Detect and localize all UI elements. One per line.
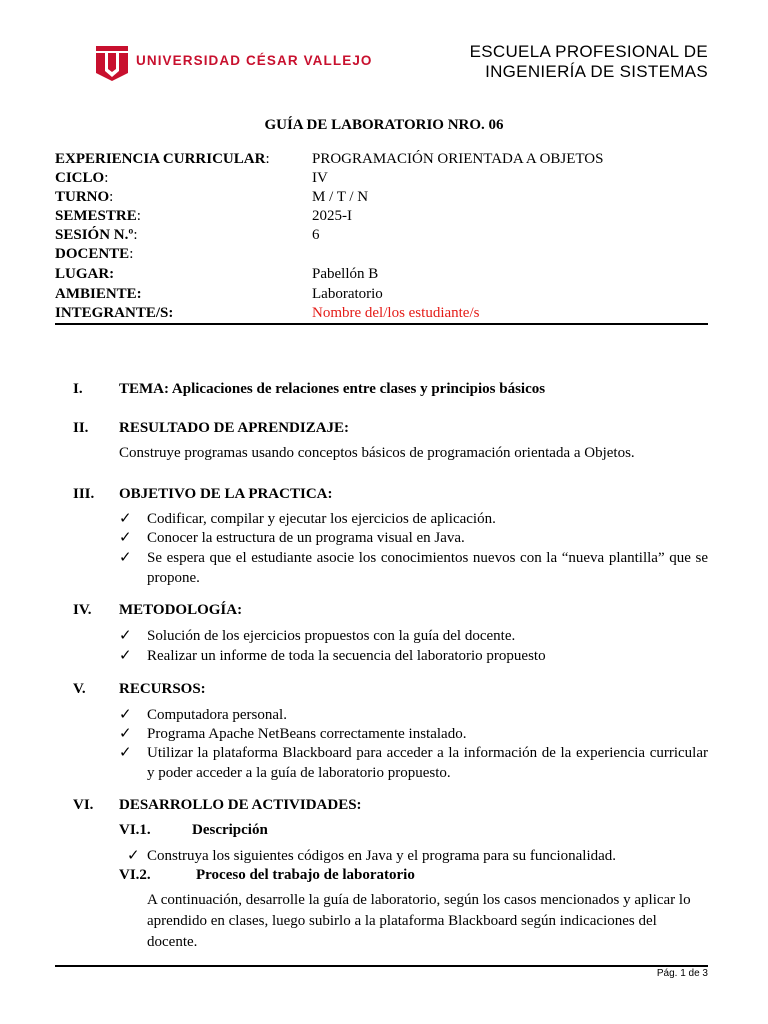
info-row-sesion: [55, 227, 710, 247]
list-item-text: Se espera que el estudiante asocie los conocimientos nuevos con la “nueva plantilla” que se propone.: [147, 550, 708, 586]
logo-text: UNIVERSIDAD CÉSAR VALLEJO: [136, 53, 373, 68]
info-row-integrantes: [55, 305, 710, 325]
checkmark-icon: ✓: [119, 530, 132, 546]
section-text: A continuación, desarrolle la guía de laboratorio, según los casos mencionados y aplicar lo aprendido en clases, luego subirlo a la plataforma Blackboard según indicaciones del docente.: [147, 892, 691, 950]
university-logo: [94, 43, 373, 81]
footer-divider: [55, 965, 708, 967]
section-number: V.: [73, 681, 86, 697]
checkmark-icon: ✓: [119, 648, 132, 664]
divider: [55, 323, 708, 325]
info-label: DOCENTE:: [55, 246, 134, 262]
info-value: M / T / N: [312, 189, 369, 205]
info-label: LUGAR:: [55, 266, 115, 282]
subsection-number: VI.1.: [119, 822, 151, 838]
subsection-number: VI.2.: [119, 867, 151, 883]
school-name: [470, 42, 708, 82]
info-row-ciclo: [55, 170, 710, 190]
info-row-docente: [55, 246, 710, 266]
section-number: III.: [73, 486, 95, 502]
section-number: II.: [73, 420, 89, 436]
student-names-placeholder: Nombre del/los estudiante/s: [312, 305, 480, 321]
list-item-text: Utilizar la plataforma Blackboard para acceder a la información de la experiencia curricular y poder acceder a la guía de laboratorio propuesto.: [147, 745, 708, 781]
info-label: TURNO:: [55, 189, 114, 205]
subsection-title: Descripción: [192, 822, 268, 838]
shield-logo-icon: [94, 43, 130, 81]
section-title: DESARROLLO DE ACTIVIDADES:: [119, 797, 362, 813]
info-row-ambiente: [55, 286, 710, 306]
checkmark-icon: ✓: [119, 511, 132, 527]
section-title: METODOLOGÍA:: [119, 602, 243, 618]
school-line-2: INGENIERÍA DE SISTEMAS: [485, 62, 708, 81]
info-value: PROGRAMACIÓN ORIENTADA A OBJETOS: [312, 151, 604, 167]
checkmark-icon: ✓: [127, 848, 140, 864]
section-title: RESULTADO DE APRENDIZAJE:: [119, 420, 350, 436]
section-title: TEMA: Aplicaciones de relaciones entre clases y principios básicos: [119, 381, 546, 397]
subsection-title: Proceso del trabajo de laboratorio: [196, 867, 415, 883]
list-item-text: Codificar, compilar y ejecutar los ejercicios de aplicación.: [147, 511, 496, 527]
info-value: Laboratorio: [312, 286, 383, 302]
page-title: GUÍA DE LABORATORIO NRO. 06: [264, 117, 504, 133]
info-row-turno: [55, 189, 710, 209]
section-text: Construye programas usando conceptos básicos de programación orientada a Objetos.: [119, 445, 635, 461]
checkmark-icon: ✓: [119, 628, 132, 644]
checkmark-icon: ✓: [119, 726, 132, 742]
section-number: IV.: [73, 602, 92, 618]
checkmark-icon: ✓: [119, 707, 132, 723]
checkmark-icon: ✓: [119, 550, 132, 566]
info-row-curricular: [55, 151, 710, 171]
info-value: 2025-I: [312, 208, 352, 224]
info-value: IV: [312, 170, 328, 186]
page-number: Pág. 1 de 3: [656, 968, 708, 979]
section-title: OBJETIVO DE LA PRACTICA:: [119, 486, 333, 502]
info-label: AMBIENTE:: [55, 286, 142, 302]
section-title: RECURSOS:: [119, 681, 206, 697]
list-item-text: Solución de los ejercicios propuestos con la guía del docente.: [147, 628, 516, 644]
info-value: 6: [312, 227, 320, 243]
list-item-text: Conocer la estructura de un programa visual en Java.: [147, 530, 465, 546]
info-row-semestre: [55, 208, 710, 228]
list-item-text: Computadora personal.: [147, 707, 287, 723]
info-label: CICLO:: [55, 170, 109, 186]
list-item-text: Realizar un informe de toda la secuencia del laboratorio propuesto: [147, 648, 546, 664]
section-number: I.: [73, 381, 83, 397]
list-item-text: Programa Apache NetBeans correctamente instalado.: [147, 726, 467, 742]
list-item-text: Construya los siguientes códigos en Java y el programa para su funcionalidad.: [147, 848, 617, 864]
info-label: SEMESTRE:: [55, 208, 141, 224]
info-label: INTEGRANTE/S:: [55, 305, 174, 321]
section-number: VI.: [73, 797, 94, 813]
info-row-lugar: [55, 266, 710, 286]
checkmark-icon: ✓: [119, 745, 132, 761]
info-label: EXPERIENCIA CURRICULAR:: [55, 151, 270, 167]
info-label: SESIÓN N.º:: [55, 227, 138, 243]
school-line-1: ESCUELA PROFESIONAL DE: [469, 42, 708, 61]
info-value: Pabellón B: [312, 266, 379, 282]
